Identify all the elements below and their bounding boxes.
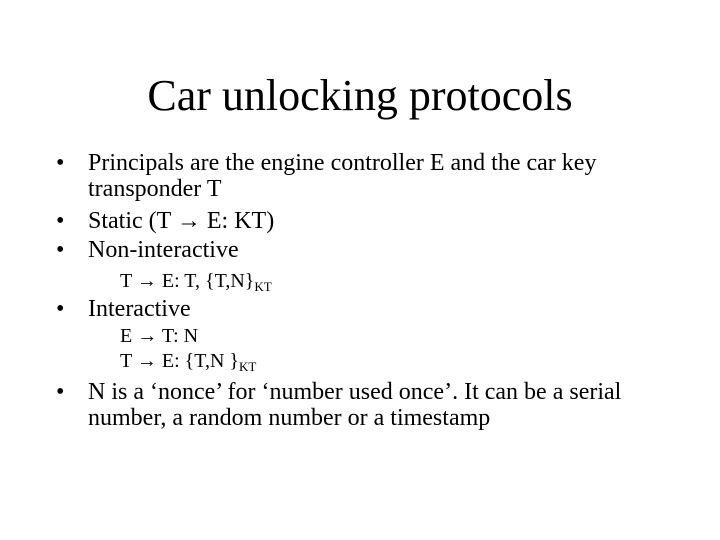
bullet-marker: • bbox=[56, 296, 65, 322]
sub-line bbox=[120, 350, 256, 372]
bullet-text-continued: number, a random number or a timestamp bbox=[88, 405, 491, 431]
bullet-text: Non-interactive bbox=[88, 237, 239, 263]
bullet-text: Interactive bbox=[88, 296, 191, 322]
sub-line-subscript: KT bbox=[239, 359, 257, 374]
bullet-marker: • bbox=[56, 150, 65, 176]
bullet-marker: • bbox=[56, 208, 65, 234]
sub-line-subscript: KT bbox=[254, 279, 272, 294]
bullet-marker: • bbox=[56, 237, 65, 263]
bullet-text: N is a ‘nonce’ for ‘number used once’. It can be a serial bbox=[88, 379, 622, 405]
bullet-text-continued: transponder T bbox=[88, 176, 222, 202]
bullet-marker: • bbox=[56, 379, 65, 405]
sub-line bbox=[120, 270, 272, 292]
sub-line bbox=[120, 325, 198, 347]
bullet-text: Principals are the engine controller E and the car key bbox=[88, 150, 597, 176]
sub-line-text: T → E: {T,N } bbox=[120, 350, 240, 372]
sub-line-text: E → T: N bbox=[120, 325, 199, 347]
sub-line-text: T → E: T, {T,N} bbox=[120, 270, 255, 292]
bullet-text: Static (T → E: KT) bbox=[88, 208, 275, 234]
slide-title: Car unlocking protocols bbox=[147, 71, 573, 120]
